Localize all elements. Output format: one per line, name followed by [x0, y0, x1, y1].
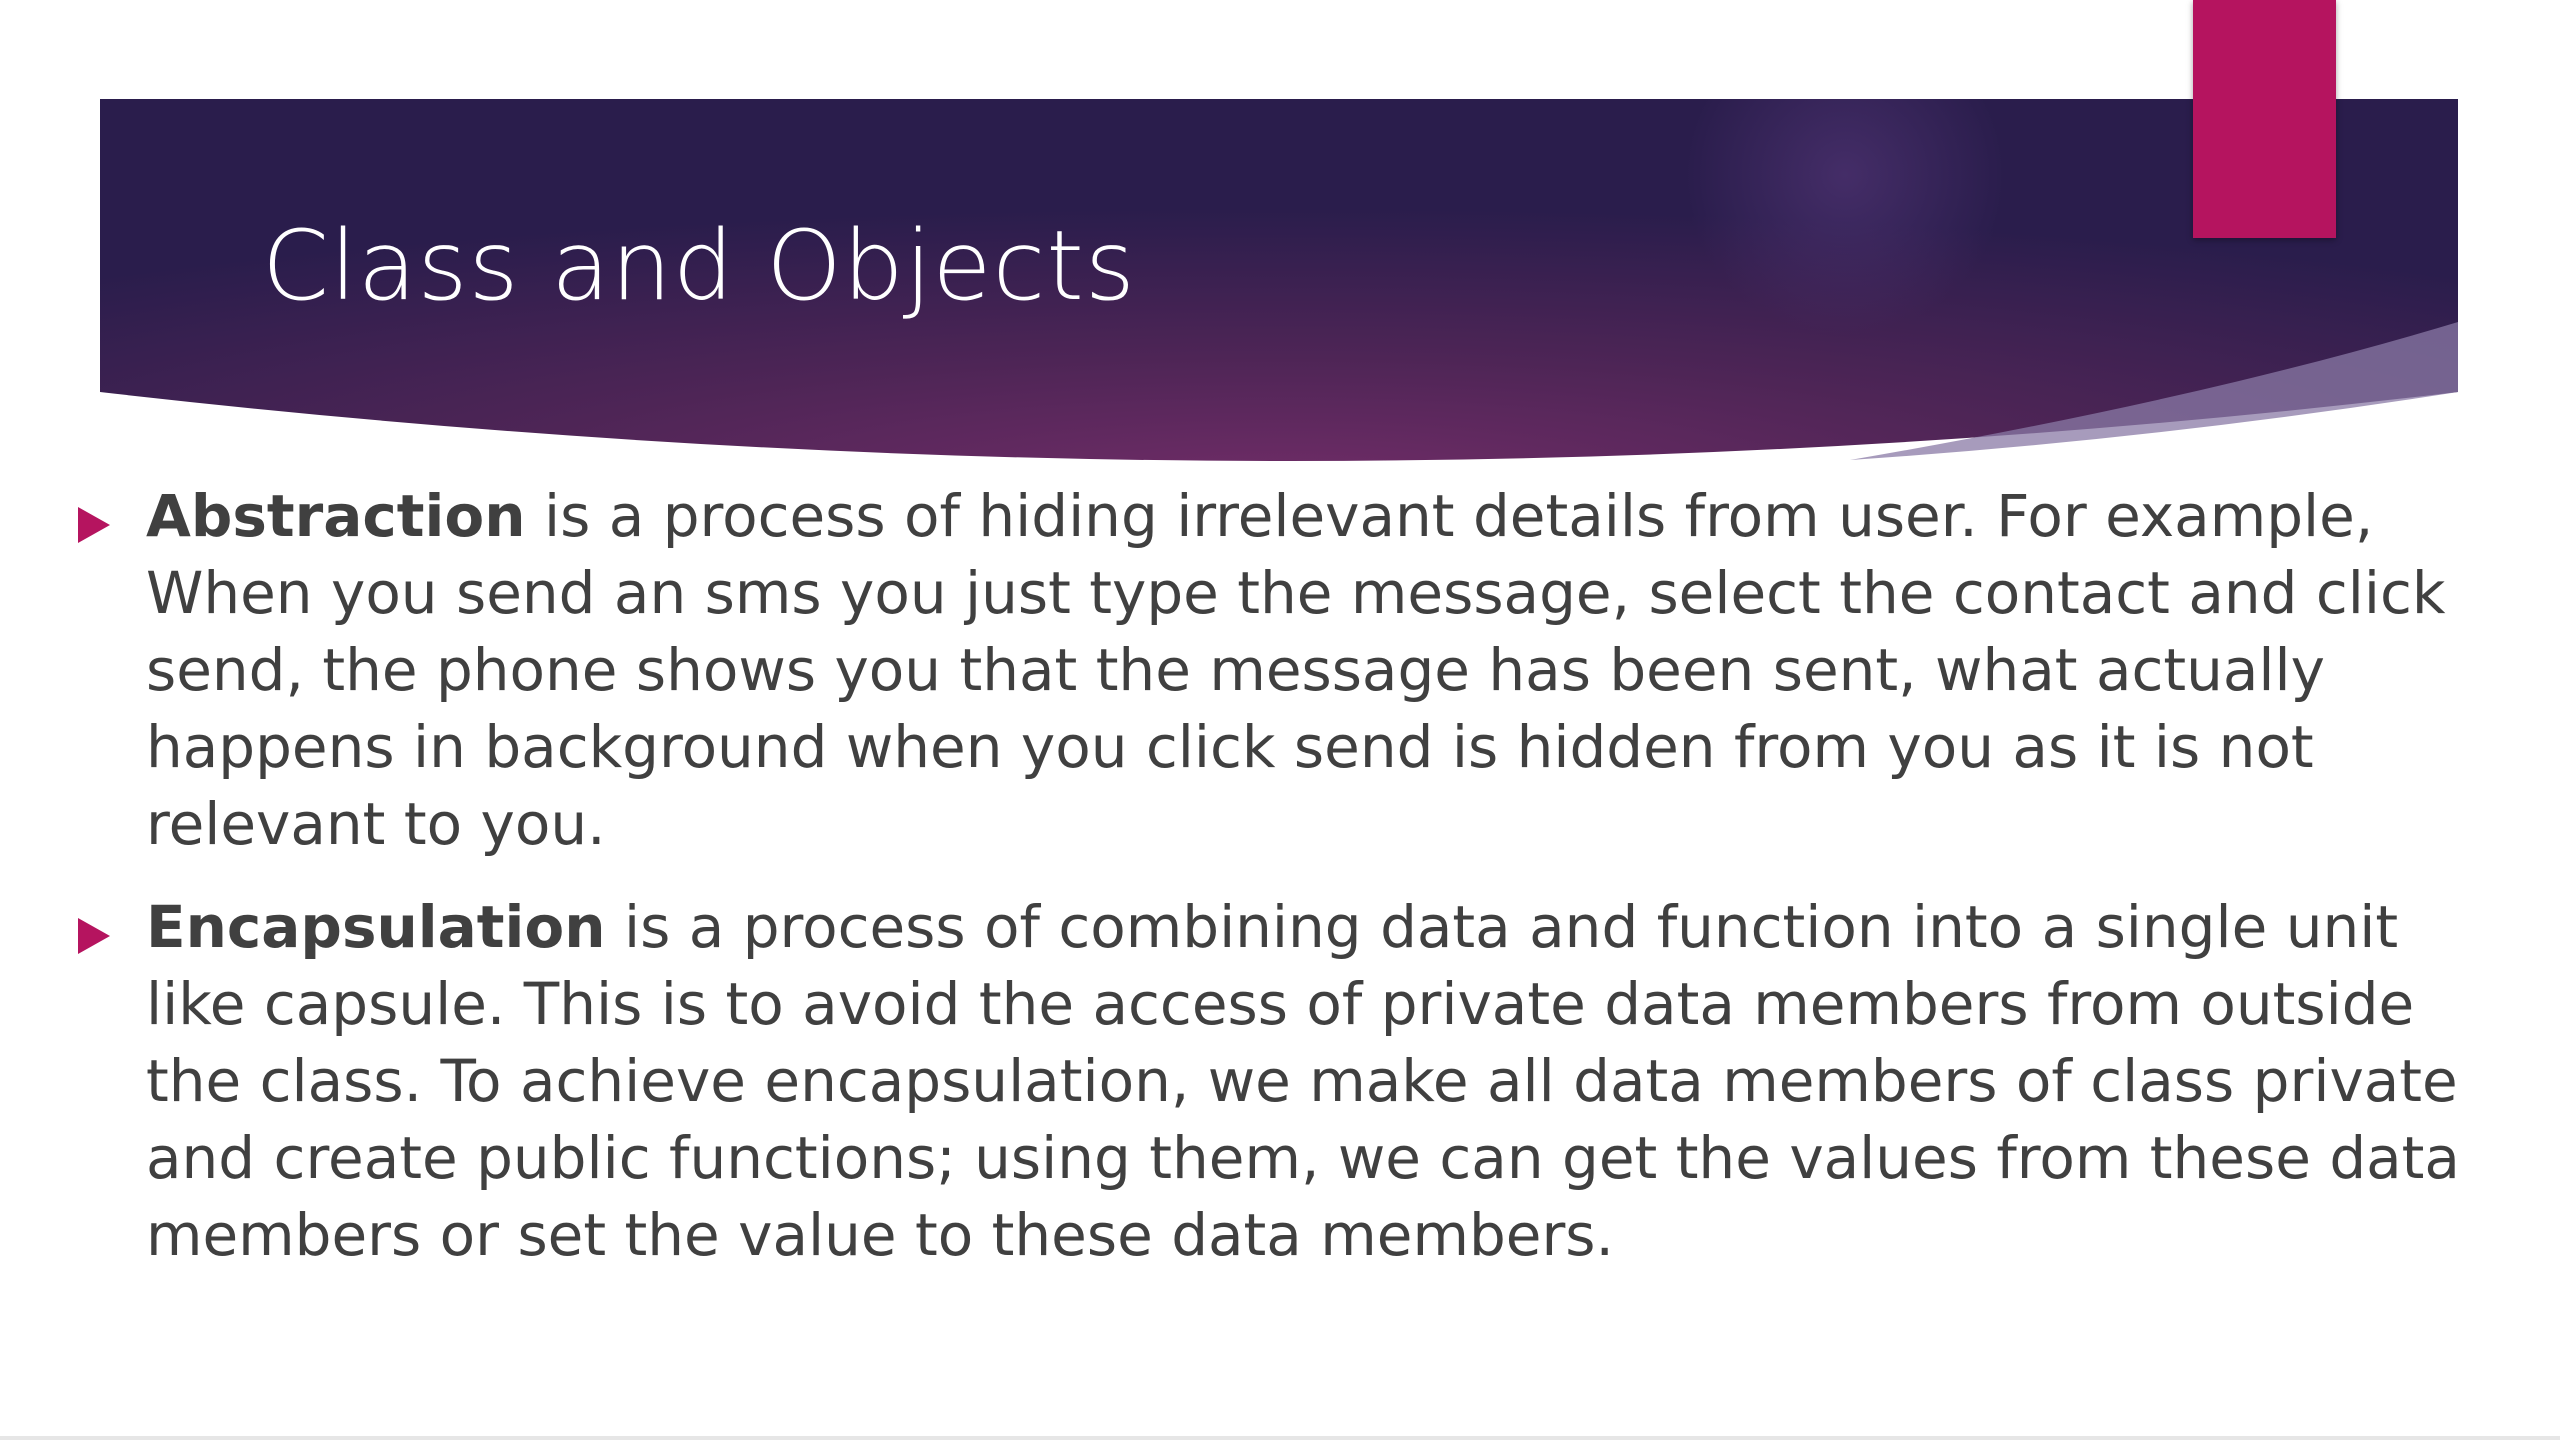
bullet-item-encapsulation	[74, 889, 2494, 1274]
bullet-term: Abstraction	[146, 482, 526, 550]
accent-tab	[2193, 0, 2336, 238]
bullet-text: is a process of combining data and function into a single unit like capsule. This is to avoid the access of private data members from outside the class. To achieve encapsulation, we make all data members of class private and create public functions; using them, we can get the values from these data members or set the value to these data members.	[146, 893, 2460, 1269]
triangle-right-icon	[78, 507, 110, 543]
triangle-right-icon	[78, 918, 110, 954]
bullet-term: Encapsulation	[146, 893, 606, 961]
bullet-list	[74, 478, 2494, 1300]
bullet-text: is a process of hiding irrelevant details from user. For example, When you send an sms you just type the message, select the contact and click send, the phone shows you that the message has been sent, what actually happens in background when you click send is hidden from you as it is not relevant to you.	[146, 482, 2446, 858]
bullet-item-abstraction	[74, 478, 2494, 863]
bottom-border	[0, 1436, 2560, 1440]
slide-title: Class and Objects	[262, 210, 1136, 322]
